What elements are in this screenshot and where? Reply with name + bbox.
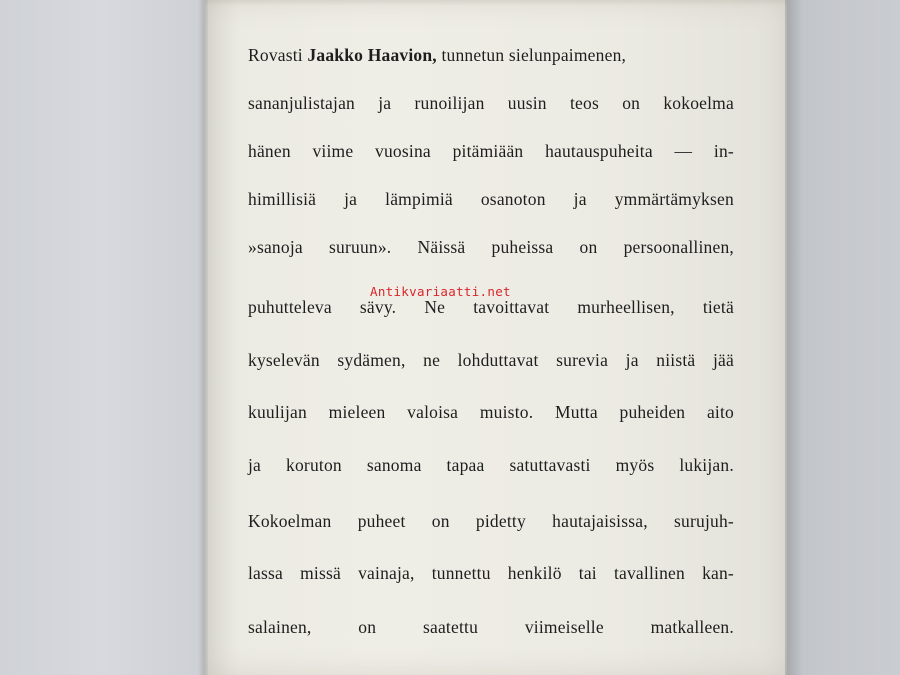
blurb-word: tavallinen [613,563,685,583]
blurb-word: pitämiään [452,141,524,161]
blurb-word: tietä [702,297,734,317]
blurb-word: himillisiä [248,189,317,209]
blurb-word: Näissä [417,237,466,257]
blurb-word: aito [706,402,734,422]
blurb-line-5 [248,235,734,259]
blurb-word: osanoton [480,189,546,209]
blurb-word: on [579,237,598,257]
blurb-word: tai [578,563,597,583]
blurb-line-1 [248,43,734,67]
blurb-word: satuttavasti [509,455,591,475]
blurb-word: ja [625,350,639,370]
blurb-word: ja [344,189,358,209]
blurb-line-2 [248,91,734,115]
blurb-word: kokoelma [663,93,734,113]
blurb-word: — [674,141,693,161]
line1-prefix: Rovasti [248,45,303,65]
blurb-word: kyselevän [248,350,320,370]
blurb-word: viimeiselle [524,617,604,637]
blurb-line-7 [248,348,734,372]
blurb-word: ja [248,455,262,475]
blurb-word: on [431,511,450,531]
blurb-word: vuosina [375,141,431,161]
blurb-word: missä [300,563,341,583]
blurb-word: hautajaisissa, [552,511,648,531]
blurb-word: hänen [248,141,291,161]
blurb-word: Kokoelman [248,511,332,531]
blurb-word: ja [573,189,587,209]
blurb-word: matkalleen. [650,617,734,637]
blurb-word: sananjulistajan [248,93,356,113]
blurb-word: lohduttavat [457,350,539,370]
blurb-word: pidetty [475,511,526,531]
blurb-word: in- [713,141,734,161]
blurb-word: surevia [556,350,609,370]
blurb-word: ja [378,93,392,113]
blurb-word: on [622,93,641,113]
book-right-shadow [785,0,803,675]
blurb-word: valoisa [407,402,459,422]
author-name: Jaakko Haavion, [307,45,437,65]
blurb-line-4 [248,187,734,211]
blurb-word: ymmärtämyksen [614,189,734,209]
blurb-word: on [358,617,377,637]
background-left [0,0,205,675]
blurb-word: puhutteleva [248,297,332,317]
blurb-word: salainen, [248,617,312,637]
blurb-word: tapaa [446,455,485,475]
blurb-word: runoilijan [414,93,485,113]
blurb-word: sävy. [359,297,397,317]
blurb-word: ne [423,350,441,370]
blurb-line-10 [248,509,734,533]
blurb-word: lämpimiä [385,189,453,209]
blurb-word: lukijan. [679,455,734,475]
blurb-word: puheissa [491,237,554,257]
blurb-word: mieleen [328,402,386,422]
blurb-word: teos [569,93,599,113]
blurb-line-9 [248,453,734,477]
blurb-word: uusin [507,93,547,113]
book-top-edge [205,0,787,6]
blurb-line-8 [248,400,734,424]
blurb-line-3 [248,139,734,163]
blurb-word: »sanoja [248,237,303,257]
blurb-word: lassa [248,563,284,583]
blurb-word: viime [312,141,354,161]
blurb-word: saatettu [422,617,479,637]
blurb-word: hautauspuheita [545,141,653,161]
blurb-word: myös [615,455,655,475]
blurb-word: persoonallinen, [623,237,734,257]
blurb-word: puheiden [619,402,686,422]
book-left-shadow [198,0,208,675]
line1-suffix: tunnetun sielunpaimenen, [441,45,627,65]
blurb-word: muisto. [479,402,534,422]
blurb-word: kuulijan [248,402,307,422]
blurb-word: surujuh- [674,511,734,531]
blurb-word: tavoittavat [473,297,550,317]
watermark: Antikvariaatti.net [370,284,511,299]
blurb-word: murheellisen, [577,297,675,317]
blurb-word: Mutta [554,402,598,422]
blurb-word: puheet [357,511,406,531]
blurb-word: niistä [656,350,696,370]
blurb-word: jää [712,350,734,370]
blurb-line-12 [248,615,734,639]
blurb-word: Ne [424,297,446,317]
blurb-word: tunnettu [431,563,491,583]
blurb-word: suruun». [329,237,392,257]
blurb-word: sydämen, [337,350,406,370]
blurb-word: sanoma [366,455,422,475]
blurb-line-11 [248,561,734,585]
blurb-word: kan- [702,563,734,583]
blurb-word: koruton [286,455,342,475]
blurb-word: vainaja, [358,563,415,583]
blurb-word: henkilö [507,563,562,583]
